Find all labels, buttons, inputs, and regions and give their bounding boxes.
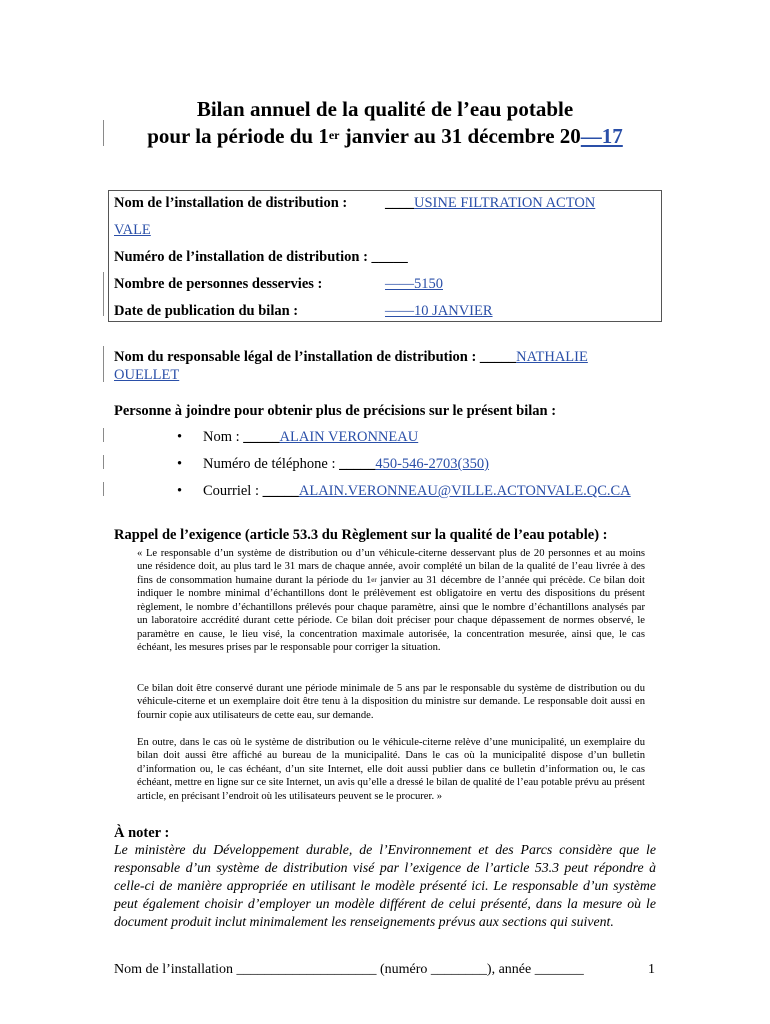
bullet-icon: • (177, 429, 183, 445)
responsable-value-cont[interactable]: OUELLET (114, 367, 180, 383)
contact-email-label: Courriel : (203, 483, 259, 499)
change-bar (103, 272, 104, 316)
contact-name-blank: _____ (243, 429, 280, 445)
rappel-p1-end: janvier au 31 décembre de l’année qui précède. Ce bilan doit indiquer le nombre minimal d’échantillons dont le prélèvement est obligatoire en vertu des dispositions du présent règlement, le nombre d’échantillons prélevés pour chaque paramètre, ainsi que le nombre d’échantillons analysés par un laboratoire accrédité durant cette période. Ce bilan doit préciser pour chaque dépassement de normes observé, le paramètre en cause, le lieu visé, la concentration maximale autorisée, la concentration mesurée, ainsi que, le cas échéant, les mesures prises par le responsable pour corriger la situation. (137, 574, 645, 654)
rappel-paragraph-1 (137, 547, 645, 655)
contact-item-name (177, 429, 418, 446)
rappel-p1-start: « Le responsable d’un système de distribution ou d’un véhicule-citerne desservant plus de 20 personnes et au moins une résidence doit, au plus tard le 31 mars de chaque année, avoir complété un bilan de la qualité de l’eau livrée à des fins de consommation humaine durant la période du 1 (137, 548, 645, 586)
installation-name-value[interactable]: USINE FILTRATION ACTON (414, 195, 596, 211)
contact-item-phone (177, 456, 489, 473)
title-line-2-mid: janvier au 31 décembre 20 (339, 124, 581, 148)
installation-name-row (114, 195, 347, 212)
change-bar (103, 455, 104, 469)
note-text: Le ministère du Développement durable, de l’Environnement et des Parcs considère que le responsable d’un système de distribution visé par l’exigence de l’article 53.3 peut répondre à celle-ci de manière appropriée en utilisant le modèle présenté ici. Le responsable d’un système peut également choisir d’employer un modèle différent de celui présenté, dans la mesure où le document produit inclut minimalement les renseignements prévus aux sections qui suivent. (114, 842, 656, 929)
date-value-row (385, 303, 493, 320)
persons-value-row (385, 276, 443, 293)
change-bar (103, 428, 104, 442)
responsable-blank: _____ (479, 349, 517, 365)
contact-phone-label: Numéro de téléphone : (203, 456, 336, 472)
title-line-2-start: pour la période du 1 (147, 124, 329, 148)
title-superscript: er (328, 128, 340, 142)
installation-name-label: Nom de l’installation de distribution : (114, 195, 348, 211)
persons-row (114, 276, 322, 293)
contact-phone-value[interactable]: 450-546-2703(350) (375, 456, 489, 472)
title-line-1: Bilan annuel de la qualité de l’eau potable (196, 97, 574, 121)
installation-number-value[interactable]: _____ (371, 249, 408, 265)
contact-email-blank: _____ (262, 483, 299, 499)
responsable-value[interactable]: NATHALIE (516, 349, 588, 365)
date-label: Date de publication du bilan : (114, 303, 299, 319)
installation-name-blank: ____ (385, 195, 414, 211)
installation-name-cont (114, 222, 151, 239)
persons-label: Nombre de personnes desservies : (114, 276, 323, 292)
bullet-icon: • (177, 456, 183, 472)
responsable-label: Nom du responsable légal de l’installation de distribution : (114, 349, 477, 365)
rappel-heading: Rappel de l’exigence (article 53.3 du Règlement sur la qualité de l’eau potable) : (114, 527, 608, 543)
installation-name-value-row (385, 195, 595, 212)
note-heading: À noter : (114, 825, 170, 841)
title-line-2 (0, 123, 770, 150)
title-year: —17 (580, 124, 623, 148)
persons-value[interactable]: ——5150 (385, 276, 443, 292)
responsable-cont-row (114, 367, 179, 384)
page-number: 1 (648, 962, 655, 977)
contact-item-email (177, 483, 631, 500)
change-bar (103, 346, 104, 382)
rappel-paragraph-3: En outre, dans le cas où le système de distribution ou le véhicule-citerne relève d’une municipalité, un exemplaire du bilan doit aussi être affiché au bureau de la municipalité. Dans le cas où la municipalité dispose d’un bulletin d’information ou, le cas échéant, d’un site Internet, elle doit aussi publier dans ce bulletin d’information ou, le cas échéant, mettre en ligne sur ce site Internet, un avis qu’elle a dressé le bilan de qualité de l’eau potable prévu au présent article, en précisant l’endroit où les utilisateurs peuvent se le procurer. » (137, 737, 645, 802)
responsable-row (114, 349, 588, 366)
rappel-paragraph-2: Ce bilan doit être conservé durant une période minimale de 5 ans par le responsable du système de distribution ou du véhicule-citerne et un exemplaire doit être tenu à la disposition du ministre sur demande. Le responsable doit aussi en fournir copie aux utilisateurs de cette eau, sur demande. (137, 683, 645, 721)
date-row (114, 303, 298, 320)
installation-name-value-cont[interactable]: VALE (114, 222, 151, 238)
page-title (0, 96, 770, 150)
page-footer: Nom de l’installation ____________________ (numéro ________), année _______ (114, 962, 584, 977)
change-bar (103, 482, 104, 496)
installation-number-label: Numéro de l’installation de distribution : (114, 249, 368, 265)
installation-number-row (114, 249, 408, 266)
contact-name-value[interactable]: ALAIN VERONNEAU (279, 429, 419, 445)
contact-name-label: Nom : (203, 429, 240, 445)
contact-email-value[interactable]: ALAIN.VERONNEAU@VILLE.ACTONVALE.QC.CA (298, 483, 631, 499)
date-value[interactable]: ——10 JANVIER (385, 303, 493, 319)
rappel-p1-superscript: er (371, 575, 377, 584)
bullet-icon: • (177, 483, 183, 499)
contact-phone-blank: _____ (339, 456, 376, 472)
contact-heading: Personne à joindre pour obtenir plus de précisions sur le présent bilan : (114, 403, 557, 419)
